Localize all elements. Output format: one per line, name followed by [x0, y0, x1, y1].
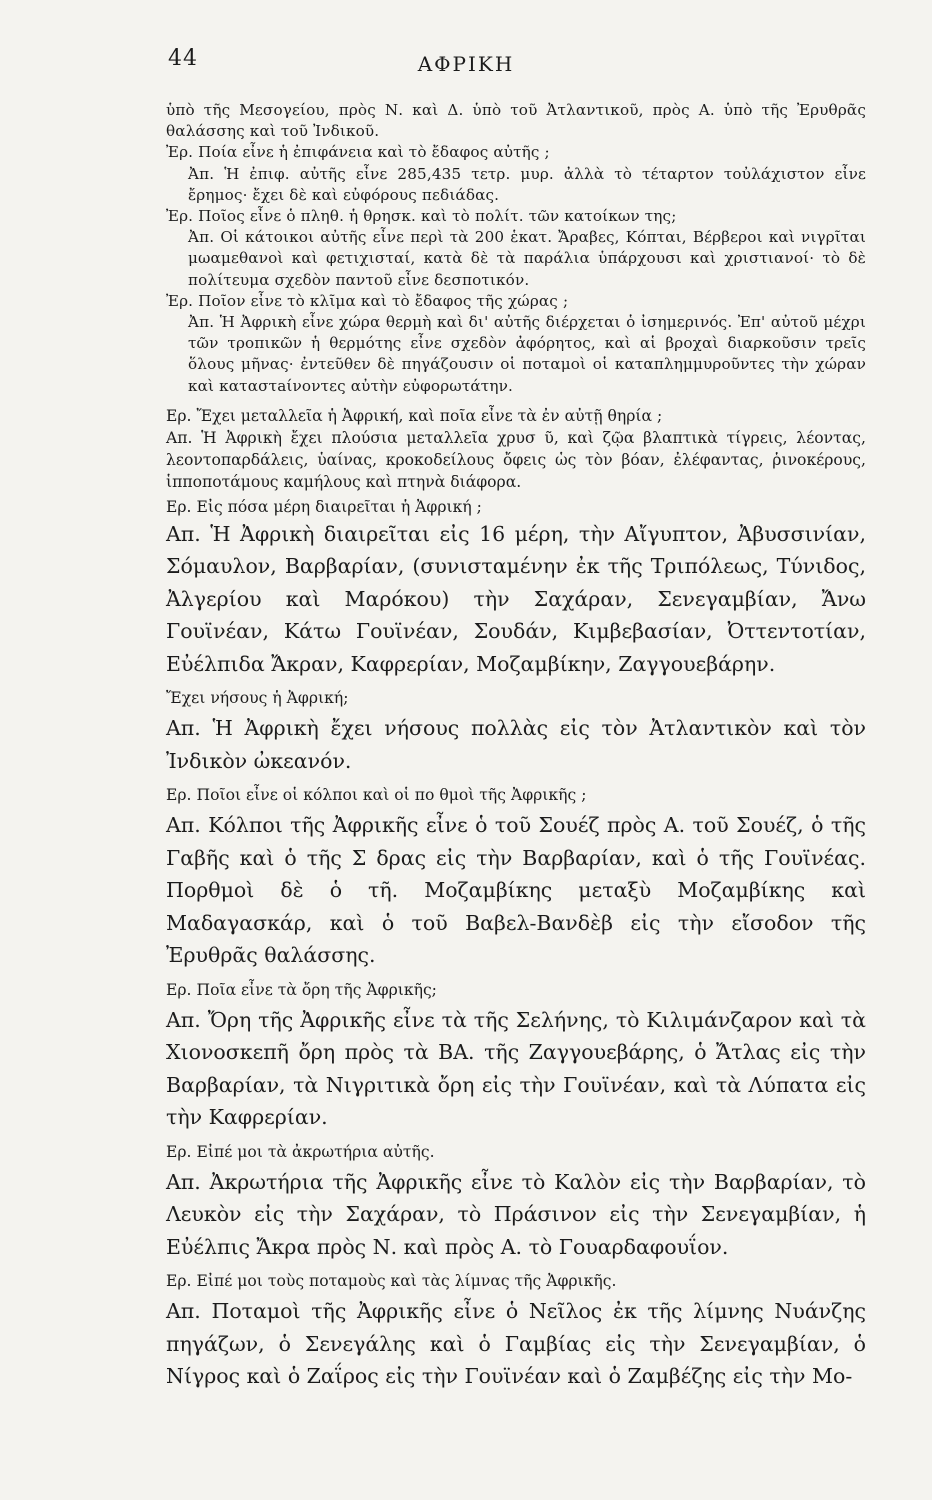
question: Ερ. Ποῖοι εἶνε οἱ κόλποι καὶ οἱ πο θμοὶ τῆς Ἀφρικῆς ; — [166, 786, 587, 805]
question: Ἐρ. Ποῖον εἶνε τὸ κλῖμα καὶ τὸ ἔδαφος τῆς χώρας ; — [166, 291, 569, 310]
answer: Ἀπ. Οἱ κάτοικοι αὐτῆς εἶνε περὶ τὰ 200 ἑκατ. Ἄραβες, Κόπται, Βέρβεροι καὶ νιγρῖται μωαμεθανοὶ καὶ φετιχισταί, κατὰ δὲ τὰ παράλια ὑπάρχουσι καὶ χριστιανοί· τὸ δὲ πολίτευμα σχεδὸν παντοῦ εἶνε δεσποτικόν. — [188, 228, 866, 289]
question: Ερ. Ἔχει μεταλλεῖα ἡ Ἀφρική, καὶ ποῖα εἶνε τὰ ἐν αὐτῇ θηρία ; — [166, 406, 663, 425]
question: Ερ. Εἰπέ μοι τοὺς ποταμοὺς καὶ τὰς λίμνας τῆς Ἀφρικῆς. — [166, 1272, 617, 1291]
answer: Απ. Ὄρη τῆς Ἀφρικῆς εἶνε τὰ τῆς Σελήνης, τὸ Κιλιμάνζαρον καὶ τὰ Χιονοσκεπῆ ὄρη πρὸς τὰ ΒΑ. τῆς Ζαγγουεβάρης, ὁ Ἄτλας εἰς τὴν Βαρβαρίαν, τὰ Νιγριτικὰ ὄρη εἰς τὴν Γουϊνέαν, καὶ τὰ Λύπατα εἰς τὴν Καφρερίαν. — [166, 1007, 866, 1130]
question: Ερ. Εἰς πόσα μέρη διαιρεῖται ἡ Ἀφρική ; — [166, 497, 482, 516]
paragraph: ὑπὸ τῆς Μεσογείου, πρὸς Ν. καὶ Δ. ὑπὸ τοῦ Ἀτλαντικοῦ, πρὸς Α. ὑπὸ τῆς Ἐρυθρᾶς θαλάσσης καὶ τοῦ Ἰνδικοῦ. — [166, 101, 866, 141]
section-medium-print — [166, 405, 866, 518]
answer: Απ. Κόλποι τῆς Ἀφρικῆς εἶνε ὁ τοῦ Σουέζ πρὸς Α. τοῦ Σουέζ, ὁ τῆς Γαβῆς καὶ ὁ τῆς Σ δρας εἰς τὴν Βαρβαρίαν, καὶ ὁ τῆς Γουϊνέας. Πορθμοὶ δὲ ὁ τῆ. Μοζαμβίκης μεταξὺ Μοζαμβίκης καὶ Μαδαγασκάρ, καὶ ὁ τοῦ Βαβελ-Βανδὲβ εἰς τὴν εἴσοδον τῆς Ἐρυθρᾶς θαλάσσης. — [166, 813, 866, 968]
page-body — [166, 100, 866, 1393]
section-large-print — [166, 518, 866, 1393]
running-title: ΑΦΡΙΚΗ — [417, 52, 515, 76]
question: Ἐρ. Ποῖος εἶνε ὁ πληθ. ἡ θρησκ. καὶ τὸ πολίτ. τῶν κατοίκων της; — [166, 207, 677, 226]
question: Ερ. Ποῖα εἶνε τὰ ὄρη τῆς Ἀφρικῆς; — [166, 980, 437, 999]
answer: Ἀπ. Ἡ ἐπιφ. αὐτῆς εἶνε 285,435 τετρ. μυρ. ἀλλὰ τὸ τέταρτον τοὐλάχιστον εἶνε ἔρημος· ἔχει δὲ καὶ εὐφόρους πεδιάδας. — [188, 164, 866, 204]
question: Ἔχει νήσους ἡ Ἀφρική; — [166, 689, 349, 708]
answer: Ἀπ. Ἡ Ἀφρικὴ εἶνε χώρα θερμὴ καὶ δι' αὐτῆς διέρχεται ὁ ἰσημερινός. Ἐπ' αὐτοῦ μέχρι τῶν τροπικῶν ἡ θερμότης εἶνε σχεδὸν ἀφόρητος, καὶ αἱ βροχαὶ διαρκοῦσιν τρεῖς ὅλους μῆνας· ἐντεῦθεν δὲ πηγάζουσιν οἱ ποταμοὶ οἱ καταπλημμυροῦντες τὴν χώραν καὶ καταστaίνοντες αὐτὴν εὐφορωτάτην. — [188, 313, 866, 395]
section-small-print — [166, 100, 866, 397]
answer: Απ. Ἡ Ἀφρικὴ διαιρεῖται εἰς 16 μέρη, τὴν Αἴγυπτον, Ἀβυσσινίαν, Σόμαυλον, Βαρβαρίαν, (συνισταμένην ἐκ τῆς Τριπόλεως, Τύνιδος, Ἀλγερίου καὶ Μαρόκου) τὴν Σαχάραν, Σενεγαμβίαν, Ἄνω Γουϊνέαν, Κάτω Γουϊνέαν, Σουδάν, Κιμβεβασίαν, Ὀττεντοτίαν, Εὐέλπιδα Ἄκραν, Καφρερίαν, Μοζαμβίκην, Ζαγγουεβάρην. — [166, 521, 866, 676]
answer: Απ. Ἀκρωτήρια τῆς Ἀφρικῆς εἶνε τὸ Καλὸν εἰς τὴν Βαρβαρίαν, τὸ Λευκὸν εἰς τὴν Σαχάραν, τὸ Πράσινον εἰς τὴν Σενεγαμβίαν, ἡ Εὐέλπις Ἄκρα πρὸς Ν. καὶ πρὸς Α. τὸ Γουαρδαφουΐον. — [166, 1169, 866, 1259]
page-number: 44 — [168, 46, 198, 71]
question: Ερ. Εἰπέ μοι τὰ ἀκρωτήρια αὐτῆς. — [166, 1142, 435, 1161]
answer: Απ. Ποταμοὶ τῆς Ἀφρικῆς εἶνε ὁ Νεῖλος ἐκ τῆς λίμνης Νυάνζης πηγάζων, ὁ Σενεγάλης καὶ ὁ Γαμβίας εἰς τὴν Σενεγαμβίαν, ὁ Νίγρος καὶ ὁ Ζαΐρος εἰς τὴν Γουϊνέαν καὶ ὁ Ζαμβέζης εἰς τὴν Μο- — [166, 1299, 866, 1389]
answer: Απ. Ἡ Ἀφρικὴ ἔχει νήσους πολλὰς εἰς τὸν Ἀτλαντικὸν καὶ τὸν Ἰνδικὸν ὠκεανόν. — [166, 716, 866, 773]
answer: Απ. Ἡ Ἀφρικὴ ἔχει πλούσια μεταλλεῖα χρυσ ῦ, καὶ ζῷα βλαπτικὰ τίγρεις, λέοντας, λεοντοπαρδάλεις, ὑαίνας, κροκοδείλους ὄφεις ὡς τὸν βόαν, ἐλέφαντας, ῥινοκέρους, ἱπποποτάμους καμήλους καὶ πτηνὰ διάφορα. — [166, 428, 866, 491]
question: Ἐρ. Ποία εἶνε ἡ ἐπιφάνεια καὶ τὸ ἔδαφος αὐτῆς ; — [166, 143, 550, 162]
